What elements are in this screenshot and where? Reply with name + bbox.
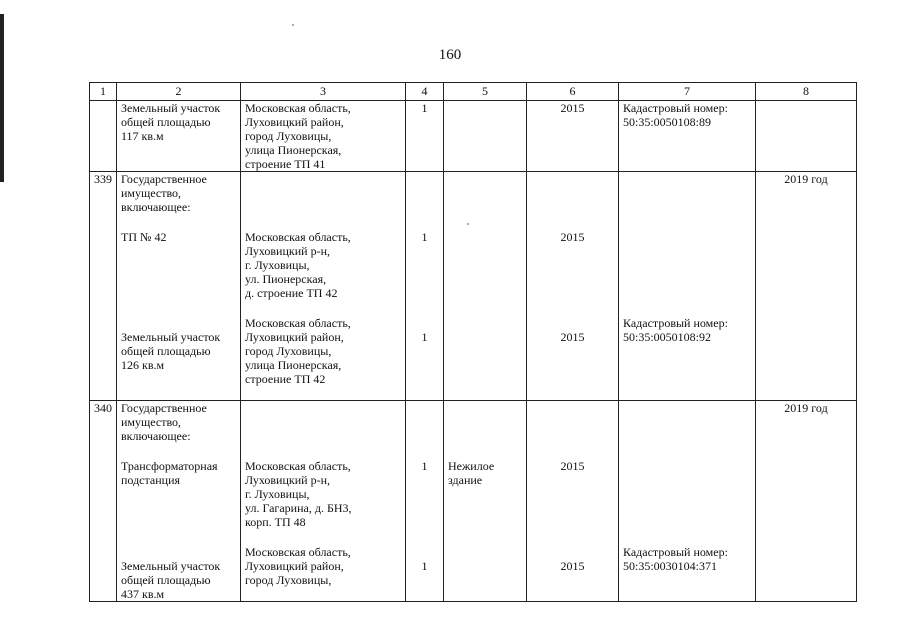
cadastre-cell (619, 401, 756, 602)
object-name: 437 кв.м (121, 587, 165, 601)
scan-speck (292, 24, 294, 26)
object-name: общей площадью (121, 115, 211, 129)
year-cell (527, 401, 619, 602)
column-header: 2 (117, 83, 241, 101)
address-line: Московская область, (245, 545, 351, 559)
term-cell (756, 172, 857, 401)
group-header: включающее: (121, 200, 191, 214)
quantity-cell (406, 401, 444, 602)
object-name: Земельный участок (121, 101, 221, 115)
address-line: г. Луховицы, (245, 487, 310, 501)
address-line: Луховицкий район, (245, 559, 344, 573)
type-cell (444, 401, 527, 602)
cadastre-line: Кадастровый номер: (623, 316, 728, 330)
year-cell (527, 172, 619, 401)
column-header: 5 (444, 83, 527, 101)
group-header: имущество, (121, 415, 182, 429)
column-header: 3 (241, 83, 406, 101)
address-line: город Луховицы, (245, 129, 332, 143)
scan-edge-mark (0, 14, 4, 182)
address-line: д. строение ТП 42 (245, 286, 338, 300)
cadastre-cell (619, 101, 756, 172)
quantity: 1 (421, 230, 428, 244)
quantity: 1 (421, 101, 428, 115)
property-table (89, 82, 857, 602)
quantity-cell (406, 101, 444, 172)
column-header: 4 (406, 83, 444, 101)
quantity-cell (406, 172, 444, 401)
year: 2015 (560, 559, 585, 573)
address-line: улица Пионерская, (245, 143, 342, 157)
term-cell (756, 401, 857, 602)
table-row (90, 172, 857, 401)
object-name: Земельный участок (121, 559, 221, 573)
object-type: здание (448, 473, 483, 487)
address-line: строение ТП 41 (245, 157, 326, 171)
type-cell (444, 101, 527, 172)
row-number: 339 (90, 172, 117, 401)
column-header: 7 (619, 83, 756, 101)
table-row (90, 101, 857, 172)
quantity: 1 (421, 559, 428, 573)
object-name-cell (117, 172, 241, 401)
year: 2015 (560, 230, 585, 244)
address-line: Луховицкий район, (245, 115, 344, 129)
column-header: 8 (756, 83, 857, 101)
group-header: Государственное (121, 172, 207, 186)
address-line: строение ТП 42 (245, 372, 326, 386)
address-line: Луховицкий р-н, (245, 473, 330, 487)
group-header: включающее: (121, 429, 191, 443)
row-number (90, 101, 117, 172)
year-cell (527, 101, 619, 172)
group-header: имущество, (121, 186, 182, 200)
address-cell (241, 101, 406, 172)
year: 2015 (560, 101, 585, 115)
cadastre-line: Кадастровый номер: (623, 545, 728, 559)
cadastre-line: 50:35:0050108:89 (623, 115, 712, 129)
column-header: 1 (90, 83, 117, 101)
year: 2015 (560, 330, 585, 344)
address-line: улица Пионерская, (245, 358, 342, 372)
cadastre-cell (619, 172, 756, 401)
object-name: Трансформаторная (121, 459, 218, 473)
table-row (90, 401, 857, 602)
row-number: 340 (90, 401, 117, 602)
column-header: 6 (527, 83, 619, 101)
address-line: Луховицкий район, (245, 330, 344, 344)
cadastre-line: Кадастровый номер: (623, 101, 728, 115)
quantity: 1 (421, 330, 428, 344)
object-name-cell (117, 401, 241, 602)
cadastre-line: 50:35:0050108:92 (623, 330, 712, 344)
type-cell (444, 172, 527, 401)
object-name: 126 кв.м (121, 358, 165, 372)
cadastre-line: 50:35:0030104:371 (623, 559, 718, 573)
address-line: ул. Пионерская, (245, 272, 327, 286)
page-number: 160 (438, 47, 462, 63)
object-type: Нежилое (448, 459, 495, 473)
address-cell (241, 401, 406, 602)
object-name: 117 кв.м (121, 129, 164, 143)
term-cell (756, 101, 857, 172)
object-name: общей площадью (121, 573, 211, 587)
address-line: ул. Гагарина, д. БН3, (245, 501, 352, 515)
address-line: корп. ТП 48 (245, 515, 306, 529)
address-cell (241, 172, 406, 401)
address-line: город Луховицы, (245, 344, 332, 358)
quantity: 1 (421, 459, 428, 473)
address-line: город Луховицы, (245, 573, 332, 587)
term-value: 2019 год (784, 401, 828, 415)
object-name: общей площадью (121, 344, 211, 358)
address-line: г. Луховицы, (245, 258, 310, 272)
group-header: Государственное (121, 401, 207, 415)
object-name: подстанция (121, 473, 181, 487)
address-line: Московская область, (245, 459, 351, 473)
address-line: Луховицкий р-н, (245, 244, 330, 258)
address-line: Московская область, (245, 101, 351, 115)
table-header-row (90, 83, 857, 101)
term-value: 2019 год (784, 172, 828, 186)
object-name: ТП № 42 (121, 230, 167, 244)
year: 2015 (560, 459, 585, 473)
address-line: Московская область, (245, 316, 351, 330)
object-name: Земельный участок (121, 330, 221, 344)
object-name-cell (117, 101, 241, 172)
address-line: Московская область, (245, 230, 351, 244)
